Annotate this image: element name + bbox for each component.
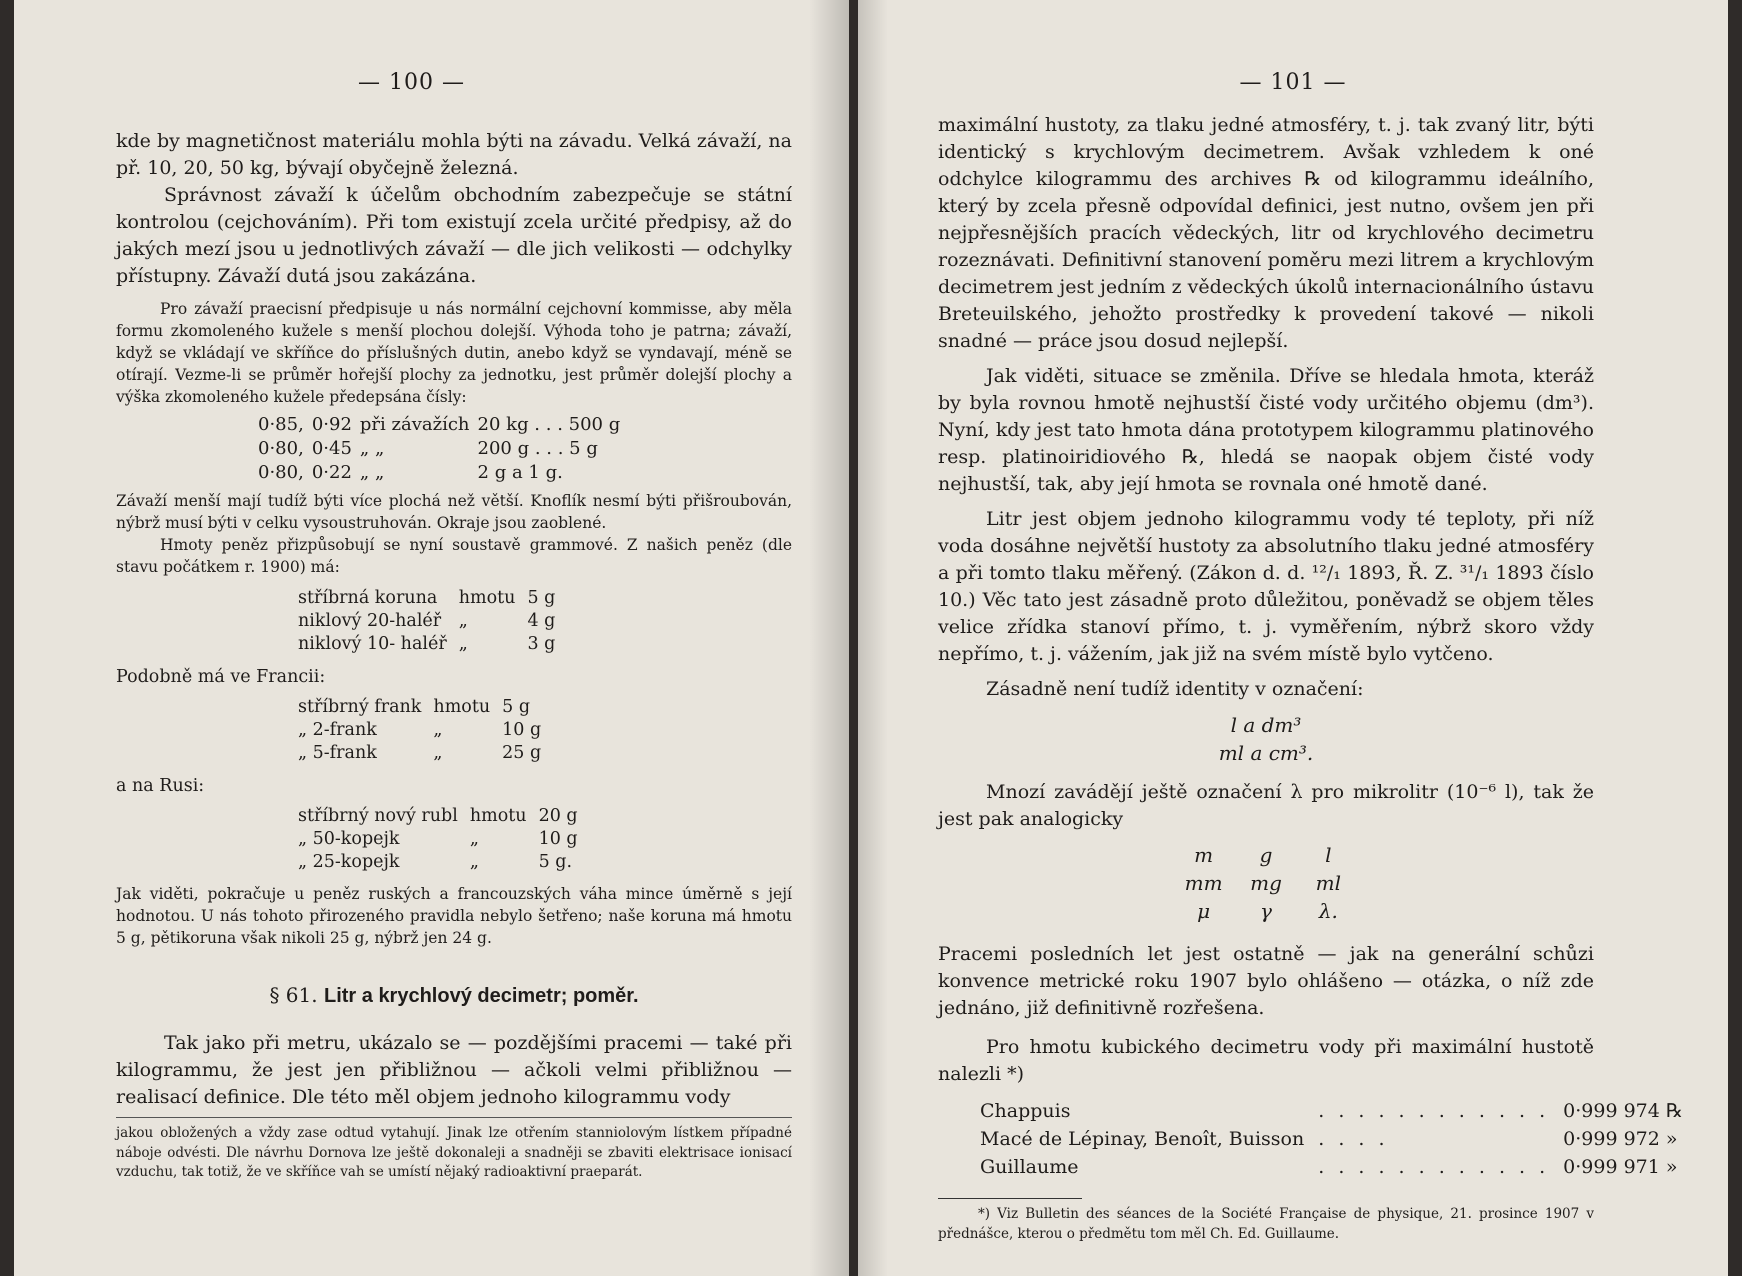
units-row (938, 869, 1594, 897)
table-row (980, 1154, 1683, 1180)
section-title: Litr a krychlový decimetr; poměr. (323, 985, 639, 1007)
gutter-shadow (809, 0, 849, 1276)
results-table (978, 1096, 1685, 1182)
table-row (298, 743, 551, 764)
weights-table (256, 412, 628, 486)
unit-symbol: μ (1197, 899, 1211, 923)
table-cell: 3 g (527, 634, 556, 654)
left-page-content (116, 128, 792, 1183)
section-heading (116, 983, 792, 1008)
table-cell: 2 g a 1 g. (477, 462, 563, 483)
footnote: jakou obložených a vždy zase odtud vytahují. Jinak lze otřením stanniolovým lístkem případné náboje odvésti. Dle návrhu Dornova lze ještě dokonaleji a snadněji se zbaviti elektrisace ionisací vzduchu, tak totiž, že ve skříňce vah se umístí nějaký radioaktivní praeparát. (116, 1125, 792, 1180)
table-row (298, 829, 588, 850)
table-cell: 25 g (502, 743, 542, 763)
table-row (258, 462, 626, 484)
small-paragraph: Závaží menší mají tudíž býti více plochá než větší. Knoflík nesmí býti přišroubován, nýbrž musí býti v celku vysoustruhován. Okraje jsou zaoblené. (116, 492, 792, 532)
small-paragraph: Hmoty peněz přizpůsobují se nyní soustavě grammové. Z našich peněz (dle stavu počátkem r. 1900) má: (116, 536, 792, 576)
table-cell: hmotu (433, 697, 491, 717)
table-row (298, 720, 551, 741)
leader-dots: . . . . (1318, 1128, 1389, 1150)
table-cell: při závažích (359, 414, 470, 435)
unit-symbol: ml (1315, 871, 1342, 895)
paragraph: maximální hustoty, za tlaku jedné atmosféry, t. j. tak zvaný litr, býti identický s krychlovým decimetrem. Avšak vzhledem k oné odchylce kilogrammu des archives ℞ od kilogrammu ideálního, který by zcela přesně odpovídal definici, jest nutno, ovšem jen při nejpřesnějších pracích vědeckých, litr od krychlového decimetru rozeznávati. Definitivní stanovení poměru mezi litrem a krychlovým decimetrem jest jedním z vědeckých úkolů internacionálního ústavu Breteuilského, jehožto prostředky k provedení takové — nikoli snadné — práce jsou dosud nejlepší. (938, 114, 1595, 352)
table-cell: hmotu (469, 806, 527, 826)
table-cell: 20 kg . . . 500 g (477, 414, 621, 435)
table-cell: „ (458, 634, 468, 654)
left-page (14, 0, 849, 1276)
paragraph: Litr jest objem jednoho kilogrammu vody té teploty, při níž voda dosáhne největší hustoty za absolutního tlaku jedné atmosféry a při tomto tlaku měřený. (Zákon d. d. ¹²/₁ 1893, Ř. Z. ³¹/₁ 1893 číslo 10.) Věc tato jest zásadně proto důležitou, poněvadž se objem těles velice zřídka stanoví přímo, t. j. vyměřením, nýbrž skoro vždy nepřímo, t. j. vážením, jak již na svém místě bylo vytčeno. (938, 508, 1594, 665)
small-paragraph: Jak viděti, pokračuje u peněz ruských a francouzských váha mince úměrně s její hodnotou. U nás tohoto přirozeného pravidla nebylo šetřeno; naše koruna má hmotu 5 g, pětikoruna však nikoli 25 g, nýbrž jen 24 g. (116, 885, 792, 947)
table-cell: stříbrný frank (298, 697, 422, 717)
table-cell: „ „ (359, 438, 385, 459)
researcher-name: Macé de Lépinay, Benoît, Buisson (980, 1128, 1305, 1150)
table-cell: „ „ (359, 462, 385, 483)
leader-dots: . . . . . . . . . . . . (1318, 1100, 1550, 1122)
unit-symbol: m (1194, 843, 1214, 867)
paragraph: Jak viděti, situace se změnila. Dříve se hledala hmota, kteráž by byla rovnou hmotě nejhustší čisté vody určitého objemu (dm³). Nyní, kdy jest tato hmota dána prototypem kilogrammu platinového resp. platinoiridiového ℞, hledá se naopak objem čisté vody nejhustší, tak, aby její hmota se rovnala oné hmotě dané. (938, 365, 1594, 495)
paragraph: Tak jako při metru, ukázalo se — pozdějšími pracemi — také při kilogrammu, že jest jen přibližnou — ačkoli velmi přibližnou — realisací definice. Dle této měl objem jednoho kilogrammu vody (116, 1032, 792, 1108)
leader-dots: . . . . . . . . . . . . (1318, 1156, 1550, 1178)
table-cell: stříbrná koruna (298, 588, 438, 608)
austria-coins-table (296, 586, 567, 657)
table-row (258, 438, 626, 460)
table-cell: 0·80, (258, 462, 304, 483)
table-row (298, 588, 565, 609)
table-cell: „ 50-kopejk (298, 829, 400, 849)
equation: ml a cm³. (1218, 741, 1314, 765)
france-label: Podobně má ve Francii: (116, 667, 326, 687)
table-cell: stříbrný nový rubl (298, 806, 458, 826)
researcher-name: Guillaume (980, 1156, 1079, 1178)
table-row (298, 634, 565, 655)
result-value: 0·999 971 » (1563, 1156, 1678, 1178)
units-table (938, 841, 1594, 925)
france-coins-table (296, 695, 553, 766)
result-value: 0·999 974 ℞ (1563, 1100, 1683, 1122)
russia-coins-table (296, 804, 590, 875)
gutter-shadow (858, 0, 888, 1276)
result-value: 0·999 972 » (1563, 1128, 1678, 1150)
table-cell: 5 g (502, 697, 531, 717)
table-cell: „ (433, 720, 443, 740)
footnote-rule (938, 1198, 1082, 1199)
page-number-left: — 100 — (358, 70, 465, 95)
paragraph: Správnost závaží k účelům obchodním zabezpečuje se státní kontrolou (cejchováním). Při tom existují zcela určité předpisy, až do jakých mezí jsou u jednotlivých závaží — dle jich velikosti — odchylky přístupny. Závaží dutá jsou zakázána. (116, 184, 792, 287)
unit-symbol: λ. (1318, 899, 1338, 923)
table-cell: hmotu (458, 588, 516, 608)
right-page-content (938, 112, 1683, 1244)
unit-symbol: γ (1260, 899, 1272, 923)
russia-label: a na Rusi: (116, 776, 205, 796)
table-cell: 10 g (538, 829, 578, 849)
table-cell: 4 g (527, 611, 556, 631)
table-cell: „ (469, 829, 479, 849)
table-cell: 20 g (538, 806, 578, 826)
equation: l a dm³ (1230, 713, 1302, 737)
table-row (298, 611, 565, 632)
footnote: *) Viz Bulletin des séances de la Société Française de physique, 21. prosince 1907 v přednášce, kterou o předmětu tom měl Ch. Ed. Guillaume. (938, 1206, 1594, 1242)
section-number: § 61. (269, 983, 318, 1007)
table-cell: 0·45 (311, 438, 352, 459)
paragraph: Pracemi posledních let jest ostatně — jak na generální schůzi konvence metrické roku 1907 bylo ohlášeno — otázka, o níž zde jednáno, již definitivně rozřešena. (938, 943, 1594, 1019)
table-cell: „ 5-frank (298, 743, 377, 763)
table-cell: 0·22 (311, 462, 352, 483)
table-cell: 0·80, (258, 438, 304, 459)
table-cell: „ (469, 852, 479, 872)
small-paragraph: Pro závaží praecisní předpisuje u nás normální cejchovní kommisse, aby měla formu zkomoleného kužele s menší plochou dolejší. Výhoda toho je patrna; závaží, když se vkládají ve skříňce do příslušných dutin, anebo když se vyndavají, méně se otírají. Vezme-li se průměr hořejší plochy za jednotku, jest průměr dolejší plochy a výška zkomoleného kužele předepsána čísly: (116, 300, 792, 406)
table-row (298, 697, 551, 718)
footnote-rule (116, 1117, 792, 1118)
paragraph: Pro hmotu kubického decimetru vody při maximální hustotě nalezli *) (938, 1036, 1594, 1085)
researcher-name: Chappuis (980, 1100, 1071, 1122)
unit-symbol: l (1325, 843, 1332, 867)
table-row (980, 1126, 1683, 1152)
table-cell: 5 g (527, 588, 556, 608)
units-row (938, 841, 1594, 869)
paragraph: Mnozí zavádějí ještě označení λ pro mikrolitr (10⁻⁶ l), tak že jest pak analogicky (938, 781, 1594, 830)
table-cell: „ 25-kopejk (298, 852, 400, 872)
paragraph: kde by magnetičnost materiálu mohla býti na závadu. Velká závaží, na př. 10, 20, 50 kg, bývají obyčejně železná. (116, 130, 792, 179)
table-cell: 10 g (502, 720, 542, 740)
table-cell: 200 g . . . 5 g (477, 438, 598, 459)
paragraph: Zásadně není tudíž identity v označení: (986, 678, 1364, 700)
table-cell: „ 2-frank (298, 720, 377, 740)
table-cell: „ (433, 743, 443, 763)
table-cell: „ (458, 611, 468, 631)
table-row (298, 852, 588, 873)
table-row (258, 414, 626, 436)
table-cell: niklový 10- haléř (298, 634, 447, 654)
unit-symbol: mm (1184, 871, 1223, 895)
unit-symbol: mg (1250, 871, 1282, 895)
table-cell: 0·85, (258, 414, 304, 435)
table-row (980, 1098, 1683, 1124)
table-cell: niklový 20-haléř (298, 611, 442, 631)
unit-symbol: g (1259, 843, 1273, 867)
table-row (298, 806, 588, 827)
units-row (938, 897, 1594, 925)
table-cell: 0·92 (311, 414, 352, 435)
right-page (858, 0, 1728, 1276)
page-number-right: — 101 — (1239, 70, 1347, 95)
table-cell: 5 g. (538, 852, 573, 872)
